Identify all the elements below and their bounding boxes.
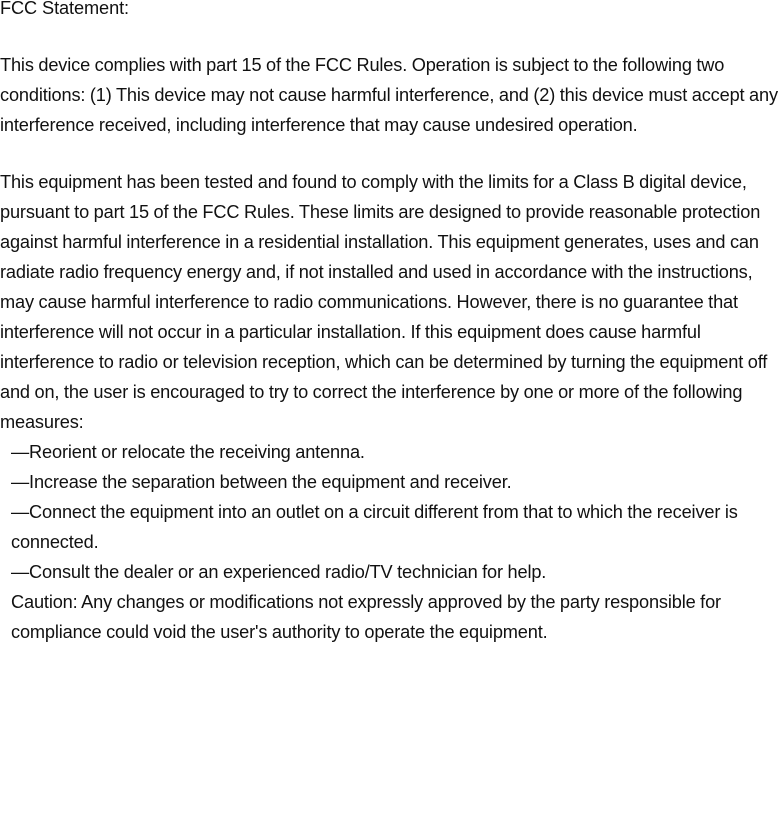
measures-list bbox=[0, 437, 784, 587]
list-item: —Increase the separation between the equipment and receiver. bbox=[11, 472, 512, 492]
list-item: —Consult the dealer or an experienced radio/TV technician for help. bbox=[11, 562, 547, 582]
document-heading: FCC Statement: bbox=[0, 0, 129, 18]
list-item: —Reorient or relocate the receiving antenna. bbox=[11, 442, 365, 462]
class-b-paragraph: This equipment has been tested and found to comply with the limits for a Class B digital device, pursuant to part 15 of the FCC Rules. These limits are designed to provide reasonable protection against harmful interference in a residential installation. This equipment generates, uses and can radiate radio frequency energy and, if not installed and used in accordance with the instructions, may cause harmful interference to radio communications. However, there is no guarantee that interference will not occur in a particular installation. If this equipment does cause harmful interference to radio or television reception, which can be determined by turning the equipment off and on, the user is encouraged to try to correct the interference by one or more of the following measures: bbox=[0, 172, 768, 432]
compliance-paragraph: This device complies with part 15 of the FCC Rules. Operation is subject to the following two conditions: (1) This device may not cause harmful interference, and (2) this device must accept any interference received, including interference that may cause undesired operation. bbox=[0, 55, 778, 135]
list-item: —Connect the equipment into an outlet on a circuit different from that to which the receiver is connected. bbox=[11, 502, 738, 552]
caution-paragraph: Caution: Any changes or modifications not expressly approved by the party responsible for compliance could void the user's authority to operate the equipment. bbox=[11, 592, 721, 642]
